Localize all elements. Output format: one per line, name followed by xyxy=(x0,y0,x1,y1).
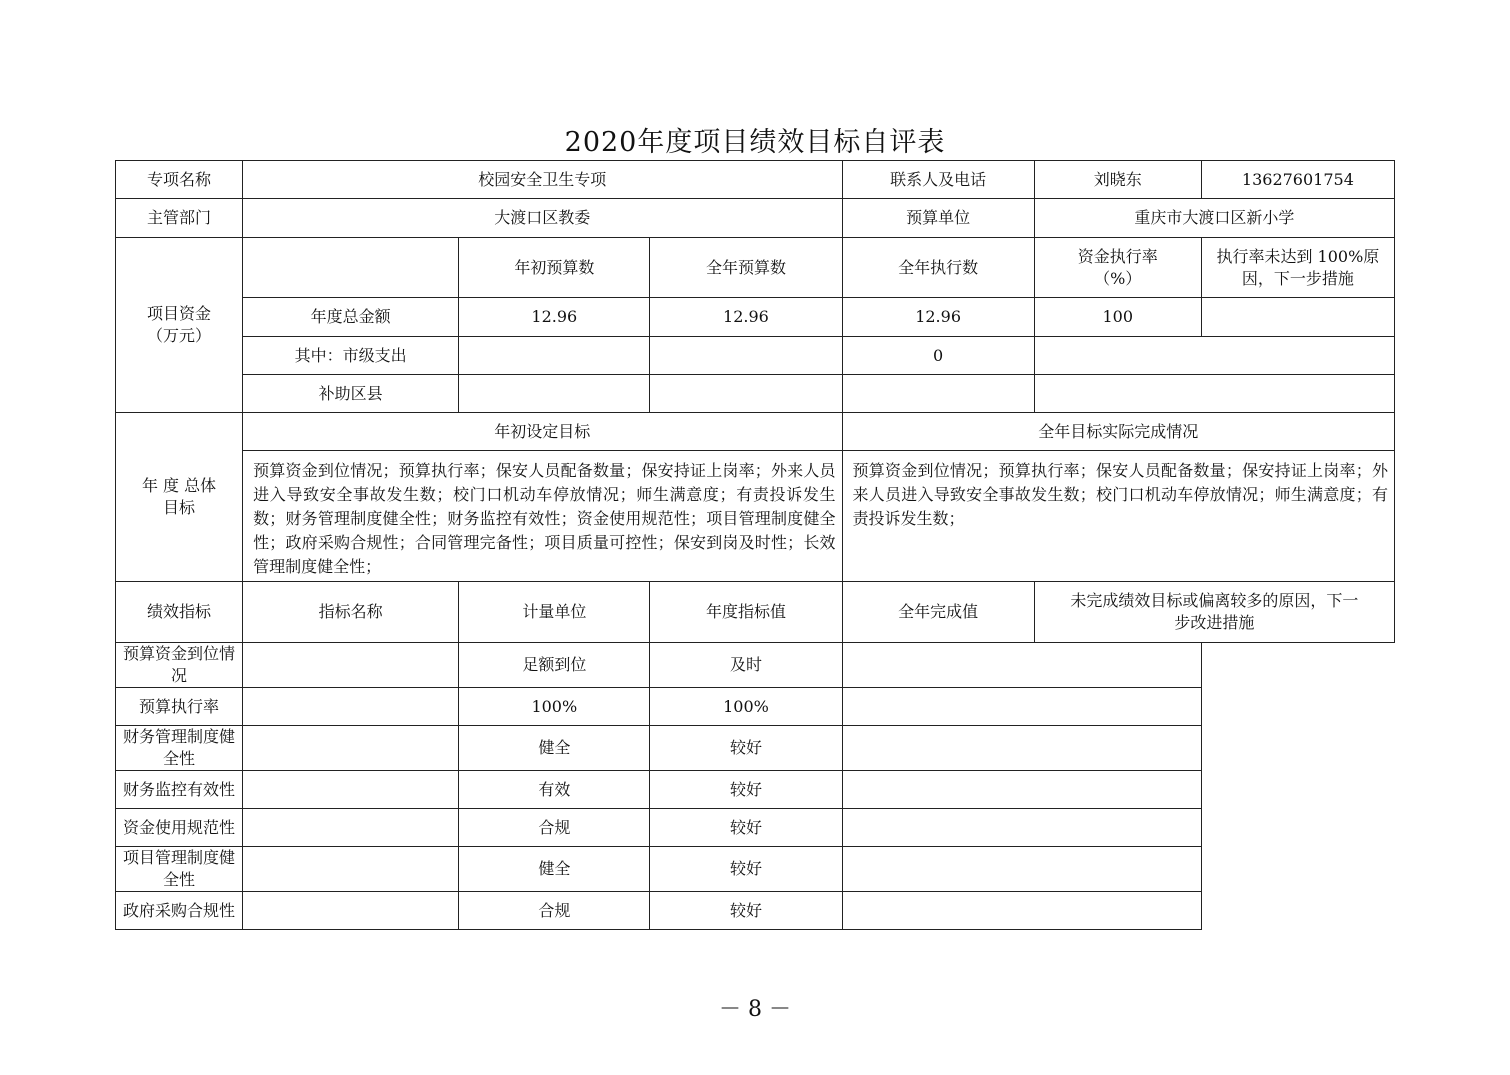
budget-unit: 重庆市大渡口区新小学 xyxy=(1034,199,1394,238)
indicator-name: 资金使用规范性 xyxy=(116,809,243,847)
total-annual: 12.96 xyxy=(650,298,842,337)
indicator-target: 有效 xyxy=(459,771,650,809)
city-label: 其中：市级支出 xyxy=(243,337,459,375)
dept: 大渡口区教委 xyxy=(243,199,842,238)
table-row xyxy=(116,413,1395,451)
indicator-name: 财务监控有效性 xyxy=(116,771,243,809)
table-row xyxy=(116,161,1395,199)
indicator-target: 健全 xyxy=(459,847,650,892)
col-header xyxy=(1201,238,1394,298)
empty-cell xyxy=(650,375,842,413)
page-title: 2020年度项目绩效目标自评表 xyxy=(564,127,946,158)
indicator-unit xyxy=(243,688,459,726)
empty-cell xyxy=(842,375,1034,413)
indicator-reason xyxy=(842,771,1201,809)
indicator-row xyxy=(116,643,1395,688)
indicator-unit xyxy=(243,643,459,688)
contact-label: 联系人及电话 xyxy=(842,161,1034,199)
total-executed: 12.96 xyxy=(842,298,1034,337)
indicator-actual: 及时 xyxy=(650,643,842,688)
col-header: 全年完成值 xyxy=(842,582,1034,643)
indicator-reason xyxy=(842,726,1201,771)
initial-goal-label: 年初设定目标 xyxy=(243,413,842,451)
dept-label: 主管部门 xyxy=(116,199,243,238)
indicator-reason xyxy=(842,688,1201,726)
col-header: 计量单位 xyxy=(459,582,650,643)
table-row xyxy=(116,582,1395,643)
indicator-actual: 较好 xyxy=(650,771,842,809)
goals-label xyxy=(116,413,243,582)
project-name-label: 专项名称 xyxy=(116,161,243,199)
county-label: 补助区县 xyxy=(243,375,459,413)
indicator-target: 合规 xyxy=(459,892,650,930)
indicator-name: 政府采购合规性 xyxy=(116,892,243,930)
indicator-unit xyxy=(243,726,459,771)
total-label: 年度总金额 xyxy=(243,298,459,337)
indicator-row xyxy=(116,771,1395,809)
indicator-name: 项目管理制度健全性 xyxy=(116,847,243,892)
indicator-target: 足额到位 xyxy=(459,643,650,688)
total-initial: 12.96 xyxy=(459,298,650,337)
empty-cell xyxy=(1034,337,1394,375)
page-number: － 8 － xyxy=(719,997,791,1022)
indicator-unit xyxy=(243,847,459,892)
indicator-unit xyxy=(243,771,459,809)
project-name: 校园安全卫生专项 xyxy=(243,161,842,199)
actual-goal-label: 全年目标实际完成情况 xyxy=(842,413,1394,451)
empty-cell xyxy=(459,337,650,375)
empty-cell xyxy=(650,337,842,375)
indicator-row xyxy=(116,726,1395,771)
col-header: 全年预算数 xyxy=(650,238,842,298)
contact-phone: 13627601754 xyxy=(1201,161,1394,199)
funds-label-text: 项目资金（万元） xyxy=(147,304,212,345)
col-header xyxy=(1034,238,1201,298)
empty-cell xyxy=(1201,298,1394,337)
funds-label xyxy=(116,238,243,413)
table-row xyxy=(116,337,1395,375)
total-rate: 100 xyxy=(1034,298,1201,337)
indicator-row xyxy=(116,892,1395,930)
col-header: 年初预算数 xyxy=(459,238,650,298)
indicator-row xyxy=(116,688,1395,726)
indicator-actual: 较好 xyxy=(650,726,842,771)
budget-unit-label: 预算单位 xyxy=(842,199,1034,238)
goals-label-text: 年 度 总体目标 xyxy=(141,476,217,517)
col-header xyxy=(1034,582,1394,643)
col-header: 年度指标值 xyxy=(650,582,842,643)
indicator-target: 合规 xyxy=(459,809,650,847)
indicator-target: 健全 xyxy=(459,726,650,771)
col-header-text: 未完成绩效目标或偏离较多的原因，下一步改进措施 xyxy=(1070,591,1359,632)
indicator-unit xyxy=(243,809,459,847)
empty-cell xyxy=(459,375,650,413)
empty-cell xyxy=(1034,375,1394,413)
empty-cell xyxy=(243,238,459,298)
indicator-name: 财务管理制度健全性 xyxy=(116,726,243,771)
indicator-row xyxy=(116,847,1395,892)
col-header: 全年执行数 xyxy=(842,238,1034,298)
table-row xyxy=(116,298,1395,337)
city-executed: 0 xyxy=(842,337,1034,375)
table-row xyxy=(116,451,1395,582)
table-row xyxy=(116,238,1395,298)
col-header-text: 资金执行率（%） xyxy=(1077,246,1158,288)
table-row xyxy=(116,199,1395,238)
indicator-name: 预算执行率 xyxy=(116,688,243,726)
col-header-text: 执行率未达到 100%原因，下一步措施 xyxy=(1216,246,1380,288)
indicator-name: 预算资金到位情况 xyxy=(116,643,243,688)
indicator-actual: 较好 xyxy=(650,809,842,847)
indicator-row xyxy=(116,809,1395,847)
indicator-target: 100% xyxy=(459,688,650,726)
indicator-unit xyxy=(243,892,459,930)
indicator-reason xyxy=(842,892,1201,930)
indicator-actual: 较好 xyxy=(650,892,842,930)
actual-goal-text: 预算资金到位情况；预算执行率；保安人员配备数量；保安持证上岗率；外来人员进入导致安全事故发生数；校门口机动车停放情况；师生满意度；有责投诉发生数； xyxy=(842,451,1394,582)
indicator-reason xyxy=(842,847,1201,892)
indicator-actual: 100% xyxy=(650,688,842,726)
table-row xyxy=(116,375,1395,413)
indicators-label: 绩效指标 xyxy=(116,582,243,643)
indicator-reason xyxy=(842,809,1201,847)
initial-goal-text: 预算资金到位情况；预算执行率；保安人员配备数量；保安持证上岗率；外来人员进入导致安全事故发生数；校门口机动车停放情况；师生满意度；有责投诉发生数；财务管理制度健全性；财务监控有效性；资金使用规范性；项目管理制度健全性；政府采购合规性；合同管理完备性；项目质量可控性；保安到岗及时性；长效管理制度健全性； xyxy=(243,451,842,582)
evaluation-table xyxy=(115,160,1395,930)
contact-name: 刘晓东 xyxy=(1034,161,1201,199)
indicator-actual: 较好 xyxy=(650,847,842,892)
indicator-reason xyxy=(842,643,1201,688)
col-header: 指标名称 xyxy=(243,582,459,643)
